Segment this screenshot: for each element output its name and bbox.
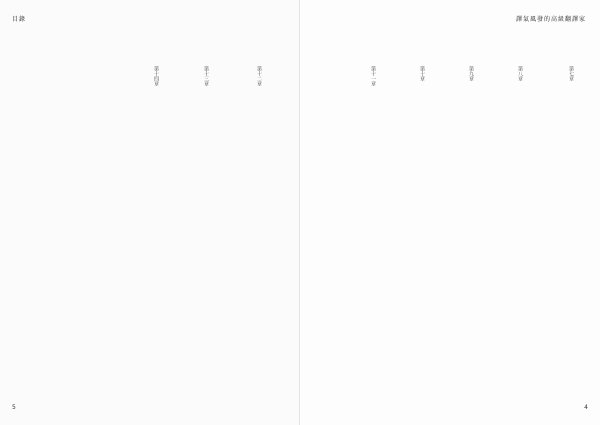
right-running-head: 譯氣風發的高級翻譯家 bbox=[515, 16, 586, 23]
chapter-number: 第十二章 bbox=[256, 66, 262, 86]
chapter-number: 第十章 bbox=[419, 66, 425, 81]
right-page bbox=[300, 0, 600, 425]
left-running-head: 目錄 bbox=[12, 16, 27, 23]
chapter-number: 第十一章 bbox=[370, 66, 376, 86]
chapter-number: 第九章 bbox=[468, 66, 474, 81]
chapter-number: 第十四章 bbox=[153, 66, 159, 86]
chapter-number: 第七章 bbox=[568, 66, 574, 81]
chapter-number: 第十三章 bbox=[203, 66, 209, 86]
chapter-number: 第八章 bbox=[517, 66, 523, 81]
left-folio: 5 bbox=[12, 404, 16, 411]
right-folio: 4 bbox=[584, 404, 588, 411]
